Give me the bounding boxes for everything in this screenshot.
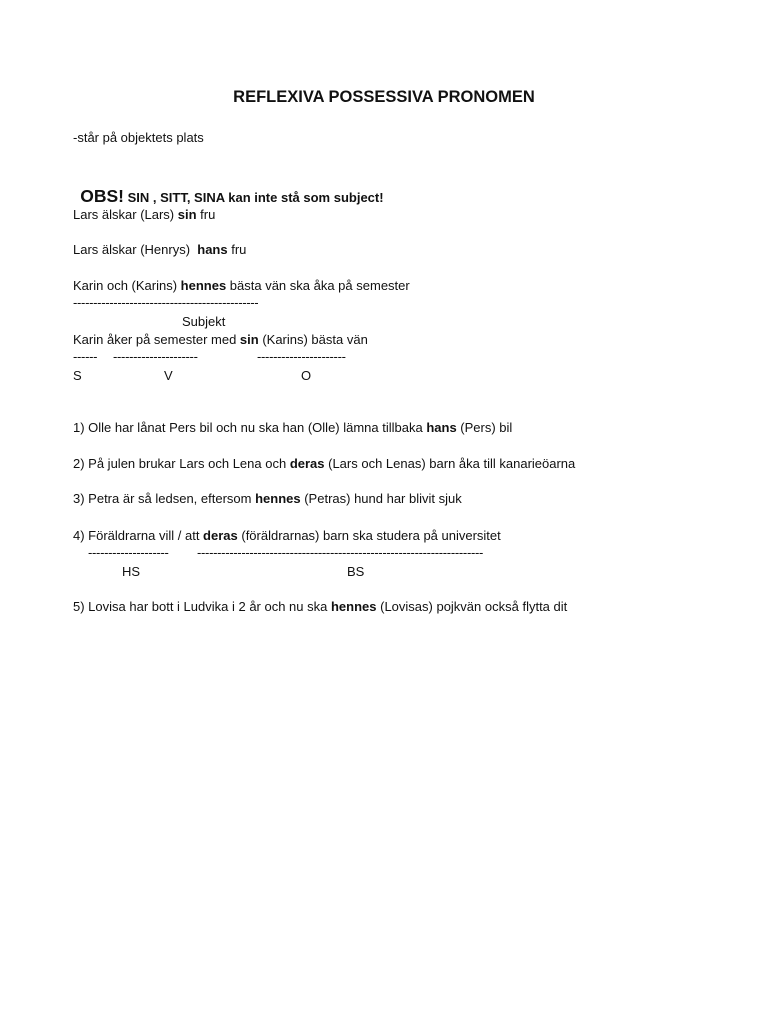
text-segment: Karin åker på semester med xyxy=(73,332,240,347)
dash-hs: -------------------- xyxy=(88,545,169,560)
example-sin-karins-line xyxy=(73,332,368,348)
text-segment: (Lars och Lenas) barn åka till kanarieöarna xyxy=(324,456,576,471)
label-hs: HS xyxy=(122,564,141,579)
sentence-5 xyxy=(73,599,567,615)
text-segment: (Karins) bästa vän xyxy=(258,332,368,347)
text-segment: 3) Petra är så ledsen, eftersom xyxy=(73,491,256,506)
text-segment: (Pers) bil xyxy=(456,420,513,435)
label-bs: BS xyxy=(347,564,365,579)
text-segment: (Petras) hund har blivit sjuk xyxy=(300,491,462,506)
bold-pronoun: hennes xyxy=(255,491,301,506)
text-segment: (föräldrarnas) barn ska studera på universitet xyxy=(237,528,501,543)
obs-label: OBS! xyxy=(80,186,124,206)
example-hennes-underline: ---------------------------------------------- xyxy=(73,295,259,310)
text-segment: 4) Föräldrarna vill / att xyxy=(73,528,204,543)
example-hans-line xyxy=(73,242,246,258)
text-segment: fru xyxy=(196,207,216,222)
label-o: O xyxy=(301,368,312,383)
sentence-4 xyxy=(73,528,501,544)
bold-pronoun: sin xyxy=(239,332,259,347)
bold-pronoun: hans xyxy=(197,242,228,257)
label-s: S xyxy=(73,368,82,383)
example-hennes-line xyxy=(73,278,410,294)
dash-s: ------ xyxy=(73,349,98,364)
label-v: V xyxy=(164,368,173,383)
sentence-1 xyxy=(73,420,512,436)
dash-v: --------------------- xyxy=(113,349,198,364)
text-segment: (Lovisas) pojkvän också flytta dit xyxy=(376,599,568,614)
text-segment: Lars älskar (Henrys) xyxy=(73,242,198,257)
text-segment: bästa vän ska åka på semester xyxy=(226,278,410,293)
document-title: REFLEXIVA POSSESSIVA PRONOMEN xyxy=(233,88,535,106)
obs-text: SIN , SITT, SINA kan inte stå som subject! xyxy=(123,190,384,205)
example-sin-line xyxy=(73,207,215,223)
obs-line xyxy=(73,166,384,208)
dash-o: ---------------------- xyxy=(257,349,346,364)
intro-line: -står på objektets plats xyxy=(73,130,204,145)
text-segment: 5) Lovisa har bott i Ludvika i 2 år och nu ska xyxy=(73,599,331,614)
subjekt-label: Subjekt xyxy=(182,314,226,329)
bold-pronoun: deras xyxy=(203,528,238,543)
sentence-3 xyxy=(73,491,462,507)
bold-pronoun: deras xyxy=(289,456,325,471)
bold-pronoun: sin xyxy=(177,207,197,222)
dash-bs: ----------------------------------------------------------------------- xyxy=(197,545,484,560)
text-segment: fru xyxy=(227,242,247,257)
sentence-2 xyxy=(73,456,575,472)
bold-pronoun: hennes xyxy=(330,599,377,614)
text-segment: Karin och (Karins) xyxy=(73,278,181,293)
text-segment: 2) På julen brukar Lars och Lena och xyxy=(73,456,290,471)
text-segment: 1) Olle har lånat Pers bil och nu ska han (Olle) lämna tillbaka xyxy=(73,420,427,435)
bold-pronoun: hennes xyxy=(180,278,227,293)
bold-pronoun: hans xyxy=(426,420,457,435)
text-segment: Lars älskar (Lars) xyxy=(73,207,178,222)
